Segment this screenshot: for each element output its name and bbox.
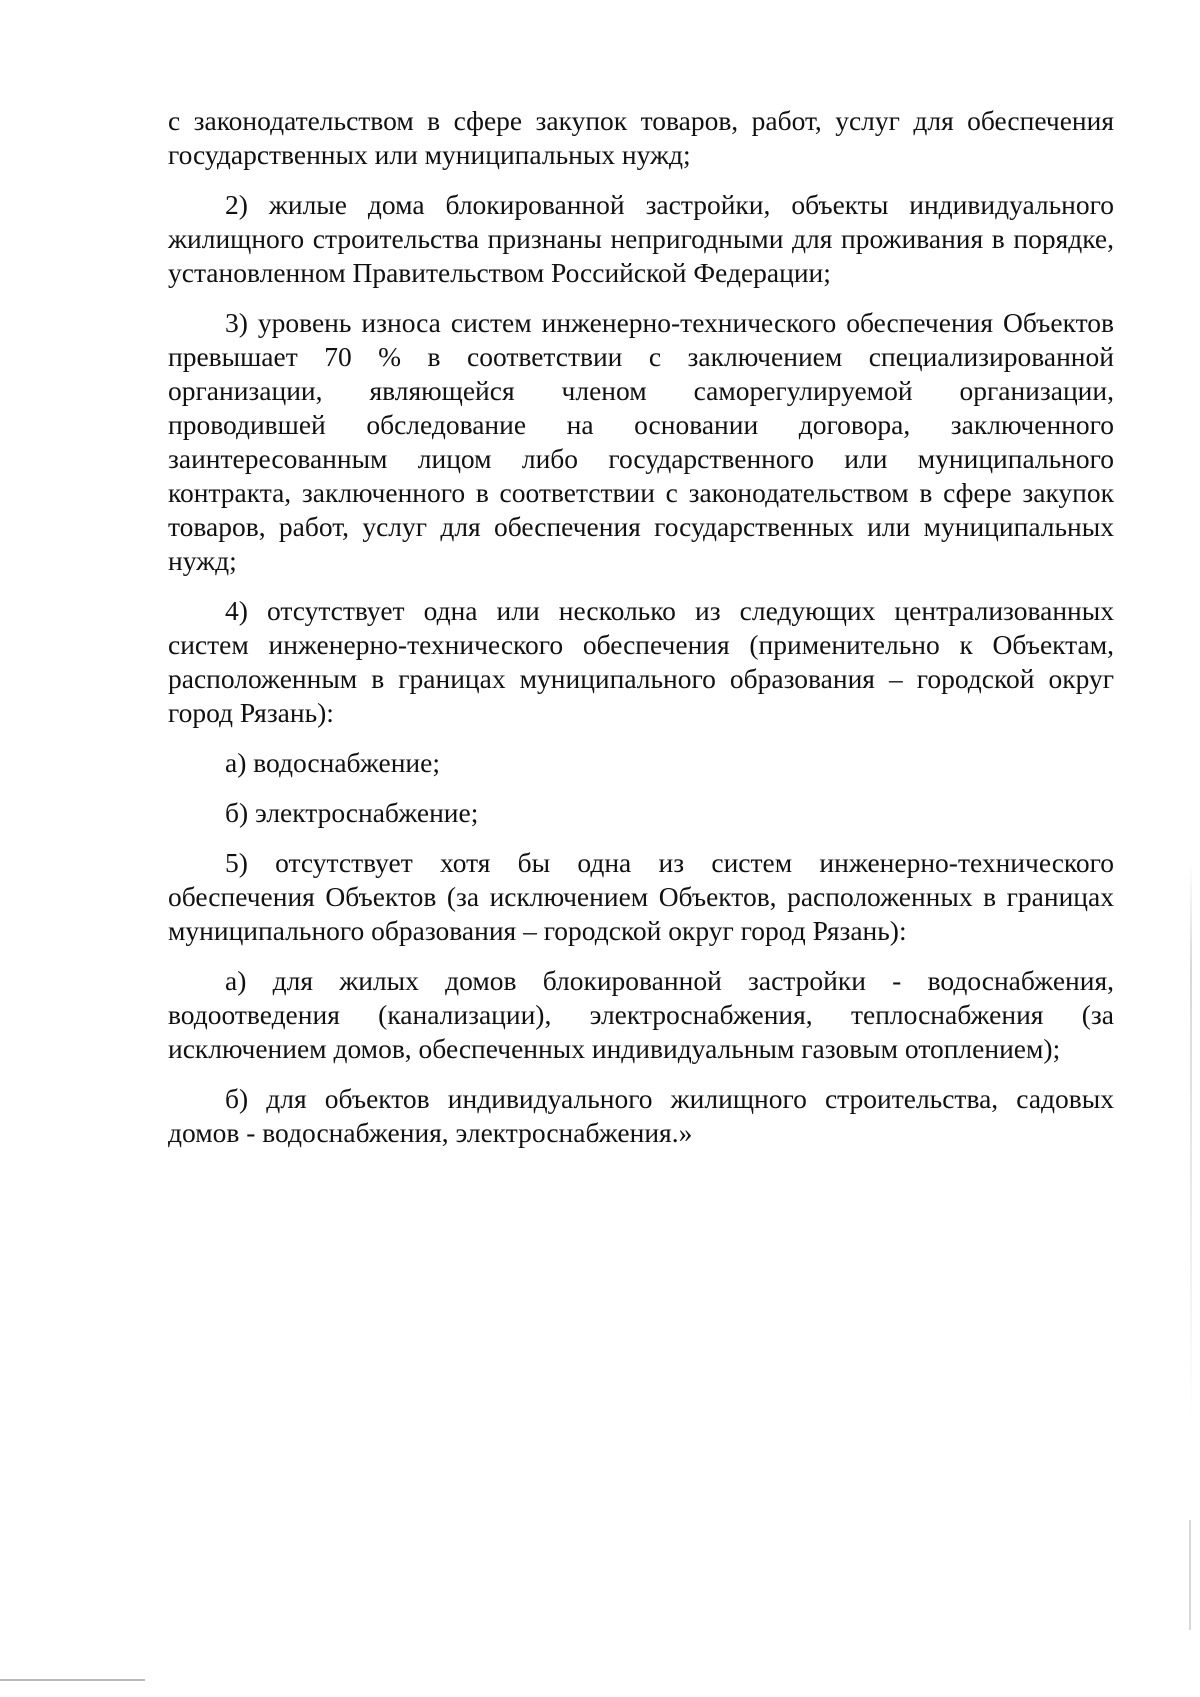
- paragraph-item-5b: б) для объектов индивидуального жилищного строительства, садовых домов - водоснабжения, электроснабжения.»: [168, 1083, 1114, 1148]
- paragraph-continuation: с законодательством в сфере закупок товаров, работ, услуг для обеспечения государственных или муниципальных нужд;: [168, 105, 1114, 170]
- paragraph-item-5: 5) отсутствует хотя бы одна из систем инженерно-технического обеспечения Объектов (за исключением Объектов, расположенных в границах муниципального образования – городской округ город Рязань):: [168, 847, 1114, 946]
- paragraph-item-5a: а) для жилых домов блокированной застройки - водоснабжения, водоотведения (канализации), электроснабжения, теплоснабжения (за исключением домов, обеспеченных индивидуальным газовым отоплением);: [168, 965, 1114, 1064]
- paragraph-item-4b: б) электроснабжение;: [225, 797, 479, 828]
- document-body: [168, 104, 1114, 1166]
- scan-edge-shadow: [1190, 860, 1192, 1420]
- paragraph-item-4: 4) отсутствует одна или несколько из следующих централизованных систем инженерно-технического обеспечения (применительно к Объектам, расположенным в границах муниципального образования – городской округ город Рязань):: [168, 595, 1114, 728]
- paragraph-item-4a: а) водоснабжение;: [225, 747, 440, 778]
- paragraph-item-3: 3) уровень износа систем инженерно-технического обеспечения Объектов превышает 70 % в соответствии с заключением специализированной организации, являющейся членом саморегулируемой организации, проводившей обследование на основании договора, заключенного заинтересованным лицом либо государственного или муниципального контракта, заключенного в соответствии с законодательством в сфере закупок товаров, работ, услуг для обеспечения государственных или муниципальных нужд;: [168, 307, 1114, 576]
- scan-edge-shadow-lower: [1189, 1520, 1191, 1630]
- paragraph-item-2: 2) жилые дома блокированной застройки, объекты индивидуального жилищного строительства признаны непригодными для проживания в порядке, установленном Правительством Российской Федерации;: [168, 189, 1114, 288]
- scan-edge-bottom-line: [0, 1679, 145, 1681]
